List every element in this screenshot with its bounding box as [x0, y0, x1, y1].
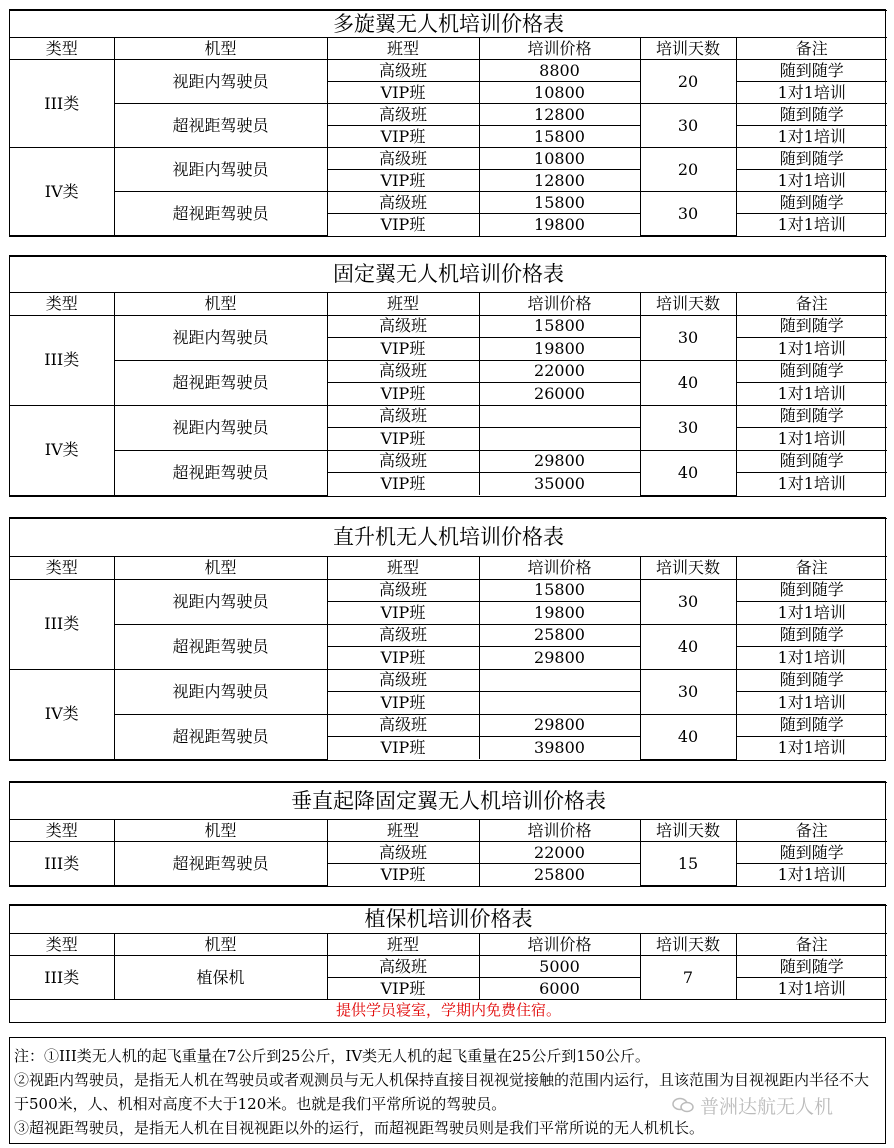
table-row: [10, 842, 887, 864]
class-cell: 高级班: [327, 624, 479, 647]
note-cell: 1对1培训: [736, 170, 887, 192]
price-cell: 22000: [479, 360, 640, 383]
column-header: 培训天数: [640, 38, 736, 60]
price-table: [9, 781, 886, 887]
price-cell: [479, 669, 640, 692]
class-cell: 高级班: [327, 60, 479, 82]
price-cell: 19800: [479, 602, 640, 625]
class-cell: 高级班: [327, 450, 479, 473]
note-cell: 1对1培训: [736, 978, 887, 1000]
price-table: [9, 517, 886, 761]
note-cell: 1对1培训: [736, 864, 887, 886]
column-header: 培训价格: [479, 934, 640, 956]
class-cell: 高级班: [327, 360, 479, 383]
days-cell: 15: [640, 842, 736, 886]
class-cell: VIP班: [327, 170, 479, 192]
note-2: ②视距内驾驶员，是指无人机在驾驶员或者观测员与无人机保持直接目视视觉接触的范围内运行，且该范围为目视视距内半径不大于500米，人、机相对高度不大于120米。也就是我们平常所说的驾驶员。: [14, 1071, 870, 1113]
column-header: 机型: [114, 934, 327, 956]
class-cell: VIP班: [327, 602, 479, 625]
days-cell: 40: [640, 714, 736, 759]
model-cell: 超视距驾驶员: [114, 842, 327, 886]
note-cell: 1对1培训: [736, 214, 887, 236]
note-cell: 随到随学: [736, 450, 887, 473]
days-cell: 30: [640, 315, 736, 360]
price-cell: 5000: [479, 956, 640, 978]
table-row: [10, 360, 887, 383]
table-title: 多旋翼无人机培训价格表: [10, 11, 887, 38]
class-cell: VIP班: [327, 737, 479, 760]
model-cell: 超视距驾驶员: [114, 450, 327, 495]
class-cell: VIP班: [327, 692, 479, 715]
category-cell: III类: [10, 60, 114, 148]
model-cell: 植保机: [114, 956, 327, 1000]
price-cell: 22000: [479, 842, 640, 864]
note-cell: 1对1培训: [736, 647, 887, 670]
column-header: 培训价格: [479, 820, 640, 842]
class-cell: 高级班: [327, 148, 479, 170]
category-cell: III类: [10, 579, 114, 669]
class-cell: 高级班: [327, 192, 479, 214]
price-cell: 29800: [479, 647, 640, 670]
column-header: 培训价格: [479, 293, 640, 316]
days-cell: 40: [640, 624, 736, 669]
note-cell: 1对1培训: [736, 737, 887, 760]
days-cell: 30: [640, 192, 736, 236]
column-header: 培训天数: [640, 293, 736, 316]
column-header: 备注: [736, 557, 887, 580]
note-cell: 1对1培训: [736, 602, 887, 625]
class-cell: VIP班: [327, 647, 479, 670]
table-row: [10, 450, 887, 473]
note-cell: 随到随学: [736, 60, 887, 82]
table-title: 植保机培训价格表: [10, 906, 887, 934]
category-cell: III类: [10, 842, 114, 886]
table-title: 固定翼无人机培训价格表: [10, 257, 887, 293]
column-header: 类型: [10, 820, 114, 842]
days-cell: 30: [640, 104, 736, 148]
category-cell: IV类: [10, 405, 114, 495]
model-cell: 视距内驾驶员: [114, 405, 327, 450]
price-cell: 29800: [479, 450, 640, 473]
price-cell: 15800: [479, 192, 640, 214]
note-cell: 1对1培训: [736, 383, 887, 406]
category-cell: III类: [10, 315, 114, 405]
table-row: [10, 148, 887, 170]
note-cell: 随到随学: [736, 104, 887, 126]
price-table: [9, 255, 886, 497]
column-header: 班型: [327, 934, 479, 956]
table-row: [10, 104, 887, 126]
column-header: 备注: [736, 38, 887, 60]
table-title: 直升机无人机培训价格表: [10, 519, 887, 557]
price-cell: [479, 692, 640, 715]
price-cell: 10800: [479, 148, 640, 170]
category-cell: IV类: [10, 148, 114, 236]
class-cell: 高级班: [327, 579, 479, 602]
price-cell: 8800: [479, 60, 640, 82]
column-header: 机型: [114, 38, 327, 60]
model-cell: 超视距驾驶员: [114, 360, 327, 405]
column-header: 培训价格: [479, 557, 640, 580]
class-cell: VIP班: [327, 473, 479, 496]
note-cell: 随到随学: [736, 405, 887, 428]
price-cell: [479, 428, 640, 451]
model-cell: 视距内驾驶员: [114, 60, 327, 104]
price-cell: 25800: [479, 624, 640, 647]
column-header: 机型: [114, 557, 327, 580]
model-cell: 视距内驾驶员: [114, 315, 327, 360]
note-cell: 随到随学: [736, 360, 887, 383]
column-header: 班型: [327, 293, 479, 316]
model-cell: 超视距驾驶员: [114, 714, 327, 759]
model-cell: 视距内驾驶员: [114, 669, 327, 714]
column-header: 机型: [114, 820, 327, 842]
days-cell: 20: [640, 60, 736, 104]
model-cell: 视距内驾驶员: [114, 148, 327, 192]
column-header: 培训天数: [640, 934, 736, 956]
class-cell: VIP班: [327, 82, 479, 104]
column-header: 班型: [327, 38, 479, 60]
note-cell: 随到随学: [736, 148, 887, 170]
price-table: [9, 904, 886, 1023]
column-header: 培训价格: [479, 38, 640, 60]
table-row: [10, 714, 887, 737]
price-cell: 19800: [479, 214, 640, 236]
category-cell: IV类: [10, 669, 114, 759]
footer-note: 提供学员寝室，学期内免费住宿。: [10, 1000, 887, 1022]
table-row: [10, 624, 887, 647]
table-row: [10, 956, 887, 978]
price-cell: 25800: [479, 864, 640, 886]
column-header: 培训天数: [640, 557, 736, 580]
price-cell: 6000: [479, 978, 640, 1000]
note-cell: 随到随学: [736, 714, 887, 737]
note-1: 注：①III类无人机的起飞重量在7公斤到25公斤，IV类无人机的起飞重量在25公斤到150公斤。: [14, 1047, 650, 1065]
table-row: [10, 405, 887, 428]
class-cell: 高级班: [327, 842, 479, 864]
column-header: 班型: [327, 557, 479, 580]
class-cell: 高级班: [327, 956, 479, 978]
price-cell: 26000: [479, 383, 640, 406]
column-header: 类型: [10, 934, 114, 956]
note-cell: 1对1培训: [736, 428, 887, 451]
notes-box: [9, 1037, 886, 1144]
price-cell: [479, 405, 640, 428]
price-cell: 15800: [479, 579, 640, 602]
column-header: 培训天数: [640, 820, 736, 842]
class-cell: VIP班: [327, 428, 479, 451]
column-header: 机型: [114, 293, 327, 316]
class-cell: 高级班: [327, 669, 479, 692]
price-cell: 10800: [479, 82, 640, 104]
days-cell: 20: [640, 148, 736, 192]
days-cell: 40: [640, 450, 736, 495]
class-cell: 高级班: [327, 714, 479, 737]
note-cell: 1对1培训: [736, 126, 887, 148]
class-cell: VIP班: [327, 864, 479, 886]
table-row: [10, 669, 887, 692]
price-cell: 35000: [479, 473, 640, 496]
note-3: ③超视距驾驶员，是指无人机在目视视距以外的运行，而超视距驾驶员则是我们平常所说的无人机机长。: [14, 1119, 705, 1137]
class-cell: 高级班: [327, 104, 479, 126]
price-cell: 19800: [479, 338, 640, 361]
price-cell: 15800: [479, 126, 640, 148]
note-cell: 随到随学: [736, 669, 887, 692]
price-cell: 12800: [479, 104, 640, 126]
price-cell: 12800: [479, 170, 640, 192]
note-cell: 1对1培训: [736, 338, 887, 361]
price-cell: 29800: [479, 714, 640, 737]
note-cell: 随到随学: [736, 956, 887, 978]
column-header: 班型: [327, 820, 479, 842]
price-table: [9, 9, 886, 237]
table-row: [10, 315, 887, 338]
model-cell: 超视距驾驶员: [114, 624, 327, 669]
note-cell: 随到随学: [736, 842, 887, 864]
note-cell: 随到随学: [736, 315, 887, 338]
note-cell: 1对1培训: [736, 473, 887, 496]
days-cell: 7: [640, 956, 736, 1000]
model-cell: 超视距驾驶员: [114, 192, 327, 236]
column-header: 类型: [10, 293, 114, 316]
model-cell: 超视距驾驶员: [114, 104, 327, 148]
price-cell: 15800: [479, 315, 640, 338]
table-row: [10, 60, 887, 82]
column-header: 备注: [736, 934, 887, 956]
note-cell: 1对1培训: [736, 692, 887, 715]
column-header: 备注: [736, 820, 887, 842]
table-title: 垂直起降固定翼无人机培训价格表: [10, 783, 887, 820]
class-cell: VIP班: [327, 214, 479, 236]
class-cell: 高级班: [327, 405, 479, 428]
class-cell: VIP班: [327, 978, 479, 1000]
table-row: [10, 192, 887, 214]
note-cell: 随到随学: [736, 579, 887, 602]
class-cell: VIP班: [327, 383, 479, 406]
days-cell: 30: [640, 405, 736, 450]
class-cell: 高级班: [327, 315, 479, 338]
note-cell: 1对1培训: [736, 82, 887, 104]
price-cell: 39800: [479, 737, 640, 760]
class-cell: VIP班: [327, 126, 479, 148]
table-row: [10, 579, 887, 602]
note-cell: 随到随学: [736, 624, 887, 647]
days-cell: 30: [640, 669, 736, 714]
days-cell: 40: [640, 360, 736, 405]
days-cell: 30: [640, 579, 736, 624]
category-cell: III类: [10, 956, 114, 1000]
column-header: 类型: [10, 557, 114, 580]
model-cell: 视距内驾驶员: [114, 579, 327, 624]
column-header: 备注: [736, 293, 887, 316]
column-header: 类型: [10, 38, 114, 60]
note-cell: 随到随学: [736, 192, 887, 214]
class-cell: VIP班: [327, 338, 479, 361]
watermark-text: 普洲达航无人机: [700, 1095, 834, 1118]
